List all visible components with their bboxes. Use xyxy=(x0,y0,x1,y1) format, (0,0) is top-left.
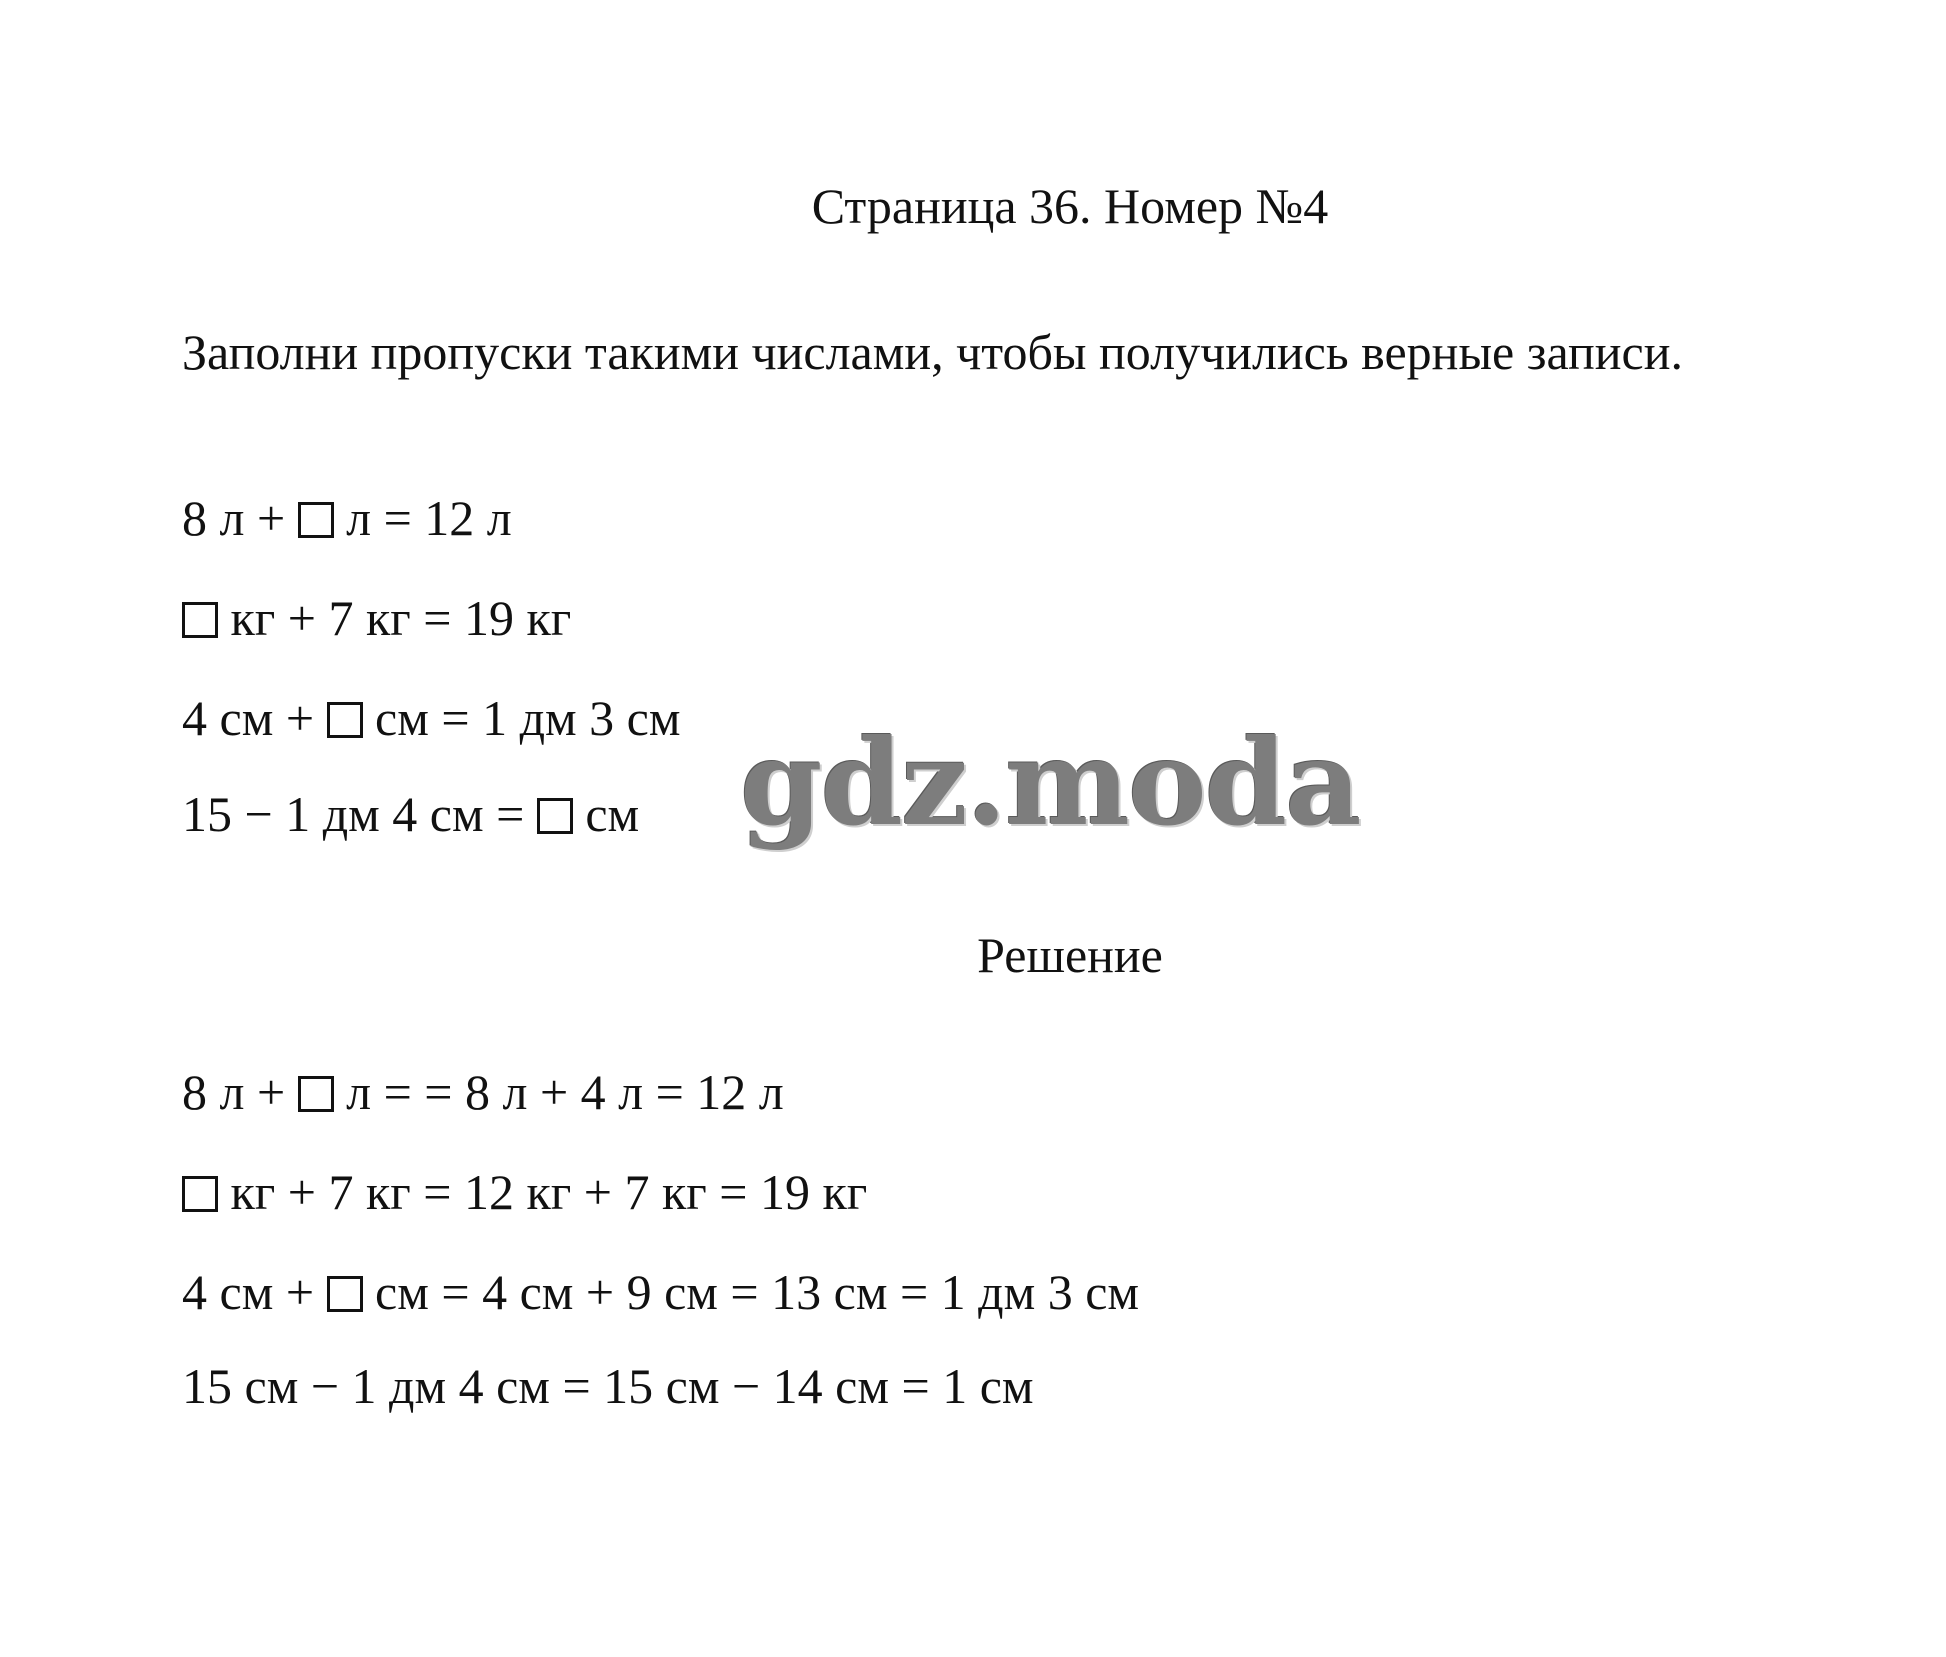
task-line-1-after: л = 12 л xyxy=(333,490,512,546)
blank-box-icon xyxy=(298,502,334,538)
solution-line-1-after: л = = 8 л + 4 л = 12 л xyxy=(333,1064,784,1120)
solution-title: Решение xyxy=(977,927,1163,983)
task-line-3-before: 4 см + xyxy=(182,690,327,746)
solution-line-3 xyxy=(182,1262,1139,1322)
blank-box-icon xyxy=(182,602,218,638)
blank-box-icon xyxy=(182,1176,218,1212)
task-line-4-before: 15 − 1 дм 4 см = xyxy=(182,786,537,842)
blank-box-icon xyxy=(327,702,363,738)
solution-line-3-before: 4 см + xyxy=(182,1264,327,1320)
task-line-2-after: кг + 7 кг = 19 кг xyxy=(218,590,572,646)
task-line-4 xyxy=(182,784,639,844)
task-line-2 xyxy=(182,588,571,648)
task-line-1-before: 8 л + xyxy=(182,490,298,546)
watermark-logo: gdz.moda xyxy=(740,713,1360,852)
page-title: Страница 36. Номер №4 xyxy=(811,178,1329,234)
solution-line-4-text: 15 см − 1 дм 4 см = 15 см − 14 см = 1 см xyxy=(182,1358,1034,1414)
solution-line-4 xyxy=(182,1356,1034,1416)
task-line-4-after: см xyxy=(572,786,640,842)
blank-box-icon xyxy=(537,798,573,834)
solution-line-1-before: 8 л + xyxy=(182,1064,298,1120)
task-text: Заполни пропуски такими числами, чтобы получились верные записи. xyxy=(182,324,1683,380)
task-line-1 xyxy=(182,488,512,548)
solution-line-2-after: кг + 7 кг = 12 кг + 7 кг = 19 кг xyxy=(218,1164,868,1220)
solution-line-2 xyxy=(182,1162,867,1222)
solution-line-3-after: см = 4 см + 9 см = 13 см = 1 дм 3 см xyxy=(362,1264,1140,1320)
solution-line-1 xyxy=(182,1062,784,1122)
task-line-3-after: см = 1 дм 3 см xyxy=(362,690,681,746)
blank-box-icon xyxy=(327,1276,363,1312)
task-line-3 xyxy=(182,688,680,748)
blank-box-icon xyxy=(298,1076,334,1112)
